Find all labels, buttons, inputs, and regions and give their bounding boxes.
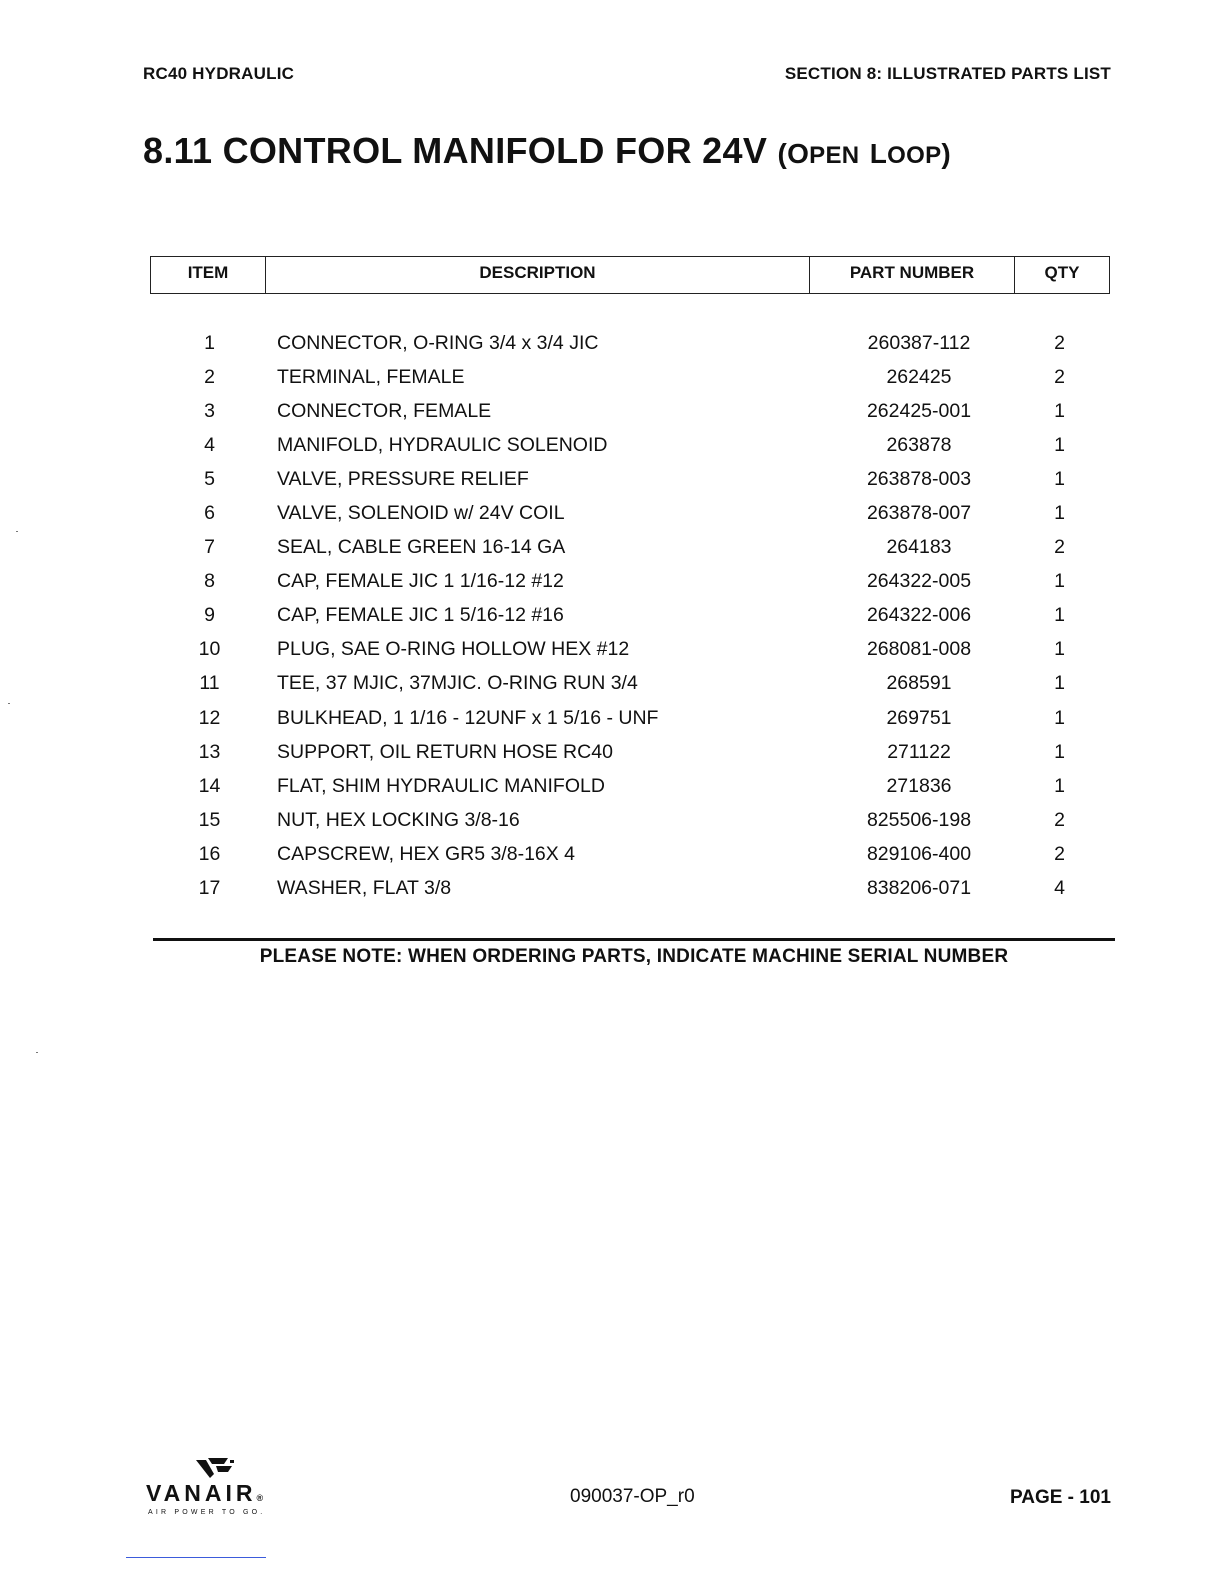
table-row — [150, 496, 1110, 530]
part-number-cell: 825506-198 — [866, 808, 972, 831]
description-cell: CONNECTOR, O-RING 3/4 x 3/4 JIC — [277, 331, 599, 354]
table-row — [150, 428, 1110, 462]
part-number-cell: 263878-007 — [866, 502, 972, 525]
table-row — [150, 872, 1110, 906]
vanair-mark-icon — [194, 1456, 236, 1478]
column-header-item: ITEM — [151, 257, 266, 293]
item-cell: 6 — [204, 502, 215, 525]
table-row — [150, 565, 1110, 599]
qty-cell: 1 — [1054, 570, 1065, 593]
description-cell: WASHER, FLAT 3/8 — [277, 877, 452, 900]
qty-cell: 1 — [1054, 672, 1065, 695]
table-row — [150, 701, 1110, 735]
part-number-cell: 268081-008 — [866, 638, 972, 661]
part-number-cell: 264322-005 — [866, 570, 972, 593]
description-cell: SUPPORT, OIL RETURN HOSE RC40 — [277, 740, 613, 763]
description-cell: NUT, HEX LOCKING 3/8-16 — [277, 808, 520, 831]
qty-cell: 2 — [1054, 331, 1065, 354]
table-row — [150, 769, 1110, 803]
item-cell: 9 — [204, 604, 215, 627]
part-number-cell: 263878 — [886, 433, 952, 456]
table-row — [150, 667, 1110, 701]
qty-cell: 2 — [1054, 808, 1065, 831]
running-header-left: RC40 HYDRAULIC — [143, 64, 295, 83]
part-number-cell: 264183 — [886, 536, 952, 559]
item-cell: 11 — [199, 672, 220, 695]
part-number-cell: 263878-003 — [866, 467, 972, 490]
ordering-note: PLEASE NOTE: WHEN ORDERING PARTS, INDICATE MACHINE SERIAL NUMBER — [259, 946, 1009, 967]
page-title — [143, 130, 951, 172]
item-cell: 7 — [204, 536, 215, 559]
table-row — [150, 837, 1110, 871]
table-row — [150, 735, 1110, 769]
vanair-logo — [146, 1456, 296, 1526]
page-number: PAGE - 101 — [1009, 1487, 1111, 1508]
item-cell: 14 — [198, 774, 221, 797]
item-cell: 3 — [204, 399, 215, 422]
table-row — [150, 803, 1110, 837]
description-cell: SEAL, CABLE GREEN 16-14 GA — [277, 536, 566, 559]
scan-speck — [8, 703, 10, 704]
description-cell: BULKHEAD, 1 1/16 - 12UNF x 1 5/16 - UNF — [277, 706, 659, 729]
title-paren-open: ( — [777, 138, 788, 169]
table-row — [150, 633, 1110, 667]
part-number-cell: 262425-001 — [866, 399, 972, 422]
title-l-cap: L — [869, 138, 888, 169]
part-number-cell: 262425 — [886, 365, 952, 388]
note-divider — [153, 938, 1115, 941]
title-oop: OOP — [887, 142, 942, 169]
running-header-right: SECTION 8: ILLUSTRATED PARTS LIST — [784, 64, 1111, 83]
document-number: 090037-OP_r0 — [570, 1486, 695, 1507]
item-cell: 13 — [198, 740, 221, 763]
item-cell: 17 — [198, 877, 221, 900]
description-cell: CONNECTOR, FEMALE — [277, 399, 492, 422]
qty-cell: 1 — [1054, 399, 1065, 422]
part-number-cell: 838206-071 — [866, 877, 972, 900]
logo-tagline: AIR POWER TO GO. — [148, 1509, 266, 1516]
description-cell: CAPSCREW, HEX GR5 3/8-16X 4 — [277, 842, 576, 865]
part-number-cell: 271122 — [887, 740, 951, 763]
title-paren-close: ) — [941, 138, 952, 169]
table-row — [150, 531, 1110, 565]
qty-cell: 1 — [1054, 467, 1065, 490]
column-header-qty: QTY — [1044, 263, 1080, 282]
bottom-edge-line — [126, 1557, 266, 1558]
column-header-description: DESCRIPTION — [266, 257, 810, 293]
part-number-cell: 264322-006 — [866, 604, 972, 627]
description-cell: PLUG, SAE O-RING HOLLOW HEX #12 — [277, 638, 630, 661]
item-cell: 1 — [204, 331, 215, 354]
qty-cell: 1 — [1054, 502, 1065, 525]
item-cell: 16 — [198, 842, 221, 865]
column-header-part-number: PART NUMBER — [810, 257, 1015, 293]
title-main: 8.11 CONTROL MANIFOLD FOR 24V — [143, 130, 768, 171]
item-cell: 12 — [198, 706, 221, 729]
part-number-cell: 829106-400 — [866, 842, 972, 865]
parts-table-header — [150, 256, 1110, 294]
item-cell: 5 — [204, 467, 215, 490]
table-row — [150, 599, 1110, 633]
description-cell: CAP, FEMALE JIC 1 1/16-12 #12 — [277, 570, 564, 593]
qty-cell: 1 — [1054, 638, 1065, 661]
table-row — [150, 326, 1110, 360]
qty-cell: 1 — [1054, 433, 1065, 456]
scan-speck — [16, 531, 18, 532]
logo-registered-mark: ® — [256, 1493, 264, 1503]
logo-wordmark — [146, 1480, 263, 1507]
description-cell: TERMINAL, FEMALE — [277, 365, 465, 388]
description-cell: TEE, 37 MJIC, 37MJIC. O-RING RUN 3/4 — [277, 672, 638, 695]
table-row — [150, 360, 1110, 394]
part-number-cell: 268591 — [886, 672, 952, 695]
qty-cell: 4 — [1054, 877, 1065, 900]
title-o-cap: O — [787, 138, 810, 169]
description-cell: VALVE, SOLENOID w/ 24V COIL — [277, 502, 565, 525]
qty-cell: 1 — [1054, 706, 1065, 729]
qty-cell: 1 — [1054, 774, 1065, 797]
qty-cell: 2 — [1054, 536, 1065, 559]
qty-cell: 2 — [1054, 842, 1065, 865]
parts-table-body — [150, 326, 1110, 906]
table-row — [150, 462, 1110, 496]
part-number-cell: 269751 — [886, 706, 952, 729]
qty-cell: 2 — [1054, 365, 1065, 388]
item-cell: 2 — [204, 365, 215, 388]
table-row — [150, 394, 1110, 428]
item-cell: 10 — [198, 638, 221, 661]
description-cell: VALVE, PRESSURE RELIEF — [277, 467, 529, 490]
logo-text: VANAIR — [146, 1480, 257, 1506]
item-cell: 15 — [198, 808, 221, 831]
part-number-cell: 260387-112 — [867, 331, 971, 354]
qty-cell: 1 — [1054, 740, 1065, 763]
description-cell: CAP, FEMALE JIC 1 5/16-12 #16 — [277, 604, 564, 627]
description-cell: FLAT, SHIM HYDRAULIC MANIFOLD — [277, 774, 605, 797]
item-cell: 8 — [204, 570, 215, 593]
item-cell: 4 — [204, 433, 215, 456]
description-cell: MANIFOLD, HYDRAULIC SOLENOID — [277, 433, 608, 456]
part-number-cell: 271836 — [886, 774, 952, 797]
title-pen: PEN — [809, 142, 860, 169]
scan-speck — [36, 1052, 38, 1053]
qty-cell: 1 — [1054, 604, 1065, 627]
